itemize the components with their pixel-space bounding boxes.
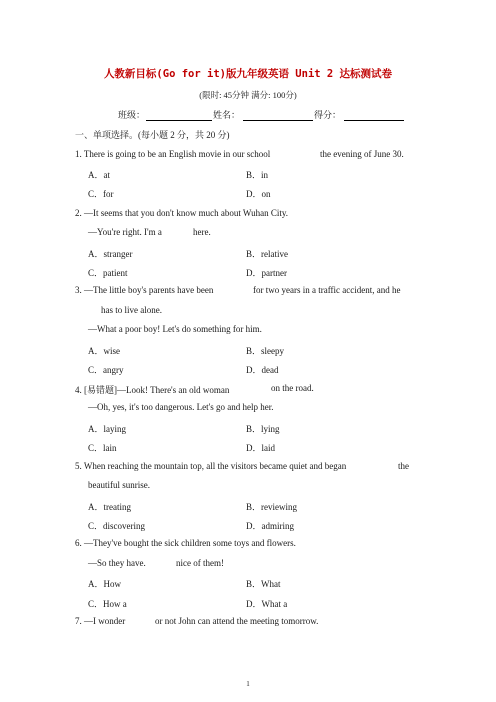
exam-title: 人教新目标(Go for it)版九年级英语 Unit 2 达标测试卷: [103, 68, 393, 80]
q4-option-d: D．laid: [246, 443, 275, 453]
q3-stem-part1: 3. —The little boy's parents have been: [75, 285, 214, 295]
exam-time-limit: (限时: 45分钟 满分: 100分): [199, 90, 297, 100]
q2-stem: 2. —It seems that you don't know much about Wuhan City.: [75, 208, 288, 218]
q1-option-b: B．in: [246, 170, 269, 180]
name-blank: [243, 120, 313, 121]
q7-stem-part1: 7. —I wonder: [75, 616, 126, 626]
q3-option-a: A．wise: [88, 346, 120, 356]
q1-stem-part2: the evening of June 30.: [320, 149, 404, 159]
q2-option-c: C．patient: [88, 268, 128, 278]
q1-option-a: A．at: [88, 170, 110, 180]
q2-option-d: D．partner: [246, 268, 287, 278]
q5-stem-part2: the: [398, 461, 409, 471]
q6-option-b: B．What: [246, 579, 281, 589]
q6-option-d: D．What a: [246, 599, 288, 609]
q7-stem-part2: or not John can attend the meeting tomorrow.: [155, 616, 319, 626]
q4-reply: —Oh, yes, it's too dangerous. Let's go and help her.: [88, 402, 274, 412]
page-number: 1: [246, 680, 250, 688]
section-heading: 一、单项选择。(每小题 2 分，共 20 分): [75, 130, 230, 140]
q3-option-d: D．dead: [246, 365, 279, 375]
q4-stem-part1: 4. [易错题]—Look! There's an old woman: [75, 385, 230, 395]
q4-option-b: B．lying: [246, 424, 280, 434]
q1-stem-part1: 1. There is going to be an English movie in our school: [75, 149, 271, 159]
q2-reply-part2: here.: [193, 227, 211, 237]
q6-option-a: A．How: [88, 579, 121, 589]
q5-option-d: D．admiring: [246, 521, 294, 531]
class-blank: [146, 120, 212, 121]
q2-reply-part1: —You're right. I'm a: [88, 227, 162, 237]
q6-stem: 6. —They've bought the sick children some toys and flowers.: [75, 538, 296, 548]
q1-option-c: C．for: [88, 189, 114, 199]
q3-option-c: C．angry: [88, 365, 124, 375]
q6-reply-part1: —So they have.: [88, 558, 146, 568]
q3-stem-part2: for two years in a traffic accident, and he: [253, 285, 401, 295]
score-blank: [344, 120, 404, 121]
q2-option-b: B．relative: [246, 249, 288, 259]
q1-option-d: D．on: [246, 189, 271, 199]
q4-stem-part2: on the road.: [271, 383, 314, 393]
q6-option-c: C．How a: [88, 599, 127, 609]
q4-option-c: C．lain: [88, 443, 117, 453]
q6-reply-part2: nice of them!: [176, 558, 224, 568]
q2-option-a: A．stranger: [88, 249, 133, 259]
class-label: 班级：: [118, 110, 146, 120]
q3-stem-part3: has to live alone.: [101, 305, 162, 315]
q5-stem-part1: 5. When reaching the mountain top, all the visitors became quiet and began: [75, 461, 347, 471]
score-label: 得分：: [314, 110, 342, 120]
q3-reply: —What a poor boy! Let's do something for him.: [88, 324, 262, 334]
name-label: 姓名：: [213, 110, 241, 120]
q5-stem-part3: beautiful sunrise.: [88, 480, 150, 490]
q5-option-c: C．discovering: [88, 521, 145, 531]
q4-option-a: A．laying: [88, 424, 126, 434]
q5-option-b: B．reviewing: [246, 502, 297, 512]
q3-option-b: B．sleepy: [246, 346, 284, 356]
q5-option-a: A．treating: [88, 502, 131, 512]
